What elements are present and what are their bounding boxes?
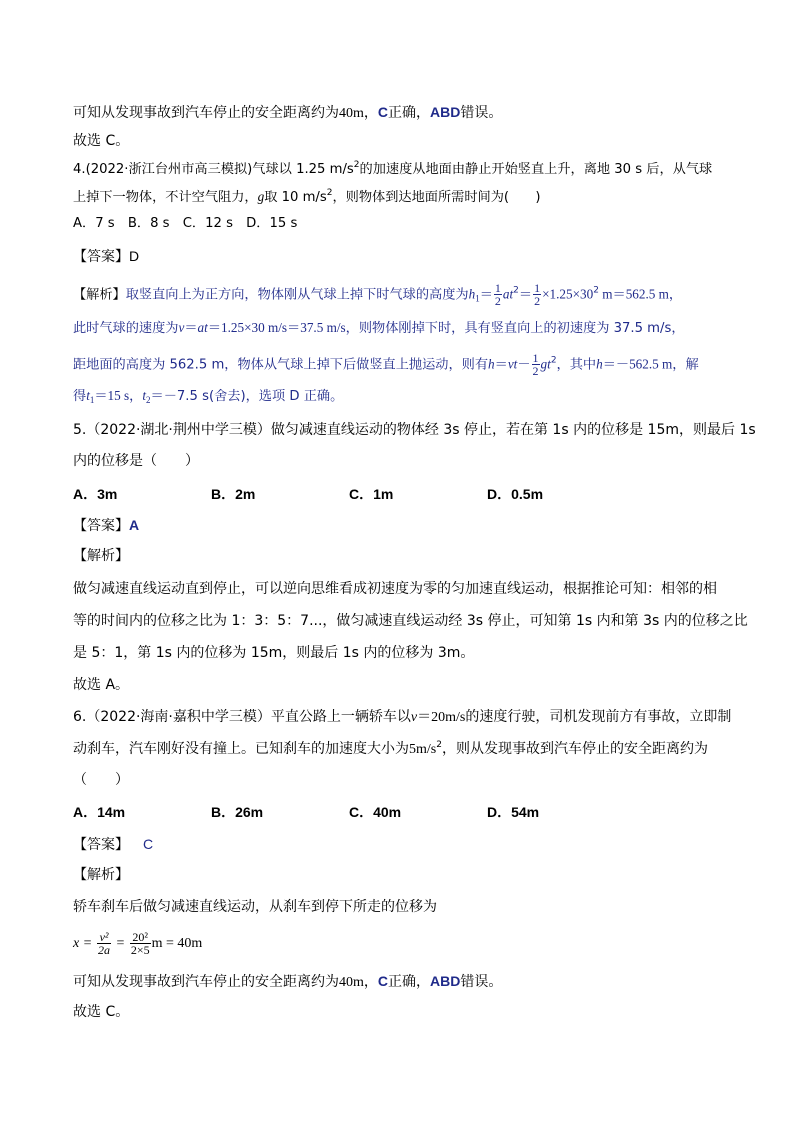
previous-choose-line: 故选 C。 — [73, 133, 130, 149]
q4-analysis-line-2 — [73, 318, 685, 339]
q6-option-b: B．26m — [211, 804, 264, 820]
q6-analysis-para-1: 轿车刹车后做匀减速直线运动，从刹车到停下所走的位移为 — [73, 899, 437, 915]
analysis-text: ，其中 — [556, 357, 597, 373]
q4-answer-line — [73, 246, 139, 267]
q4-analysis-line-4 — [73, 386, 343, 407]
fraction-denominator: 2×5 — [130, 942, 150, 957]
fraction-one-half — [532, 352, 540, 377]
calculation-result: m = 40m — [151, 936, 203, 951]
q5-option-c: C．1m — [349, 486, 394, 502]
speed-value: ＝20m/s — [417, 710, 466, 725]
q4-stem-line-1 — [73, 160, 712, 180]
q5-option-a: A．3m — [73, 486, 118, 502]
q4-stem-text: ，则物体到达地面所需时间为( ) — [332, 190, 541, 205]
conclusion-value: 40m — [339, 106, 364, 121]
variable-g: g — [257, 189, 265, 204]
fraction-denominator: 2 — [532, 364, 539, 378]
analysis-text: 此时气球的速度为 — [73, 321, 179, 336]
analysis-text: 距地面的高度为 562.5 m，物体从气球上掉下后做竖直上抛运动，则有 — [73, 357, 489, 373]
equals: = — [83, 936, 92, 951]
q6-option-d: D．54m — [487, 804, 540, 820]
q4-stem-text: 取 10 m/s — [264, 190, 327, 205]
fraction-v2-over-2a — [97, 931, 111, 956]
q5-analysis-para-3: 是 5：1，第 1s 内的位移为 15m，则最后 1s 内的位移为 3m。 — [73, 645, 475, 661]
q5-analysis-para-1: 做匀减速直线运动直到停止，可以逆向思维看成初速度为零的匀加速直线运动，根据推论可知：相邻的相 — [73, 581, 717, 597]
separator: ， — [363, 974, 378, 990]
variable-gt: gt — [540, 356, 551, 372]
variable-at: at — [197, 320, 208, 335]
q5-answer-line — [73, 515, 139, 536]
q6-analysis-label: 【解析】 — [73, 867, 129, 883]
calculation: ×1.25×30 — [542, 286, 594, 302]
superscript: 2 — [550, 355, 557, 366]
fraction-one-half — [494, 282, 502, 307]
option-c-ref: C — [377, 973, 389, 989]
conclusion-text: 可知从发现事故到汽车停止的安全距离约为 — [73, 105, 339, 121]
subscript: 2 — [146, 395, 151, 405]
q5-analysis-label: 【解析】 — [73, 548, 129, 564]
variable-h: h — [596, 356, 603, 372]
q6-stem-line-1 — [73, 707, 731, 728]
fraction-20sq-over-2x5 — [130, 931, 151, 956]
variable-v: v — [178, 320, 185, 335]
equals: ＝ — [518, 287, 533, 303]
fraction-numerator: 1 — [534, 281, 541, 295]
superscript: 2 — [436, 740, 442, 750]
q4-options: A．7 s B．8 s C．12 s D．15 s — [73, 216, 298, 231]
q6-option-c: C．40m — [349, 804, 402, 820]
variable-t: t — [142, 388, 147, 403]
superscript: 2 — [513, 285, 519, 296]
conclusion-end: 错误。 — [460, 974, 503, 990]
q6-choose-line: 故选 C。 — [73, 1004, 130, 1020]
variable-vt: vt — [507, 356, 518, 372]
option-abd-ref: ABD — [430, 104, 461, 120]
fraction-numerator: 20² — [130, 931, 151, 944]
q4-stem-text: 上掉下一物体，不计空气阻力， — [73, 190, 258, 205]
q6-stem-text: 6.（2022·海南·嘉积中学三模）平直公路上一辆轿车以 — [73, 709, 411, 725]
fraction-denominator: 2 — [494, 294, 501, 308]
equals: = — [116, 936, 125, 951]
q5-option-d: D．0.5m — [487, 486, 544, 502]
superscript: 2 — [593, 285, 599, 296]
q6-formula — [73, 928, 202, 959]
q5-choose-line: 故选 A。 — [73, 677, 130, 693]
analysis-text: 取竖直向上为正方向，物体刚从气球上掉下时气球的高度为 — [125, 287, 469, 303]
q6-answer-line — [73, 834, 153, 855]
fraction-denominator: 2a — [98, 942, 111, 957]
calculation: ＝－562.5 m，解 — [602, 356, 699, 372]
previous-conclusion-line — [73, 102, 502, 124]
variable-h: h — [468, 286, 476, 302]
option-c-ref: C — [377, 104, 389, 120]
q4-analysis-line-3 — [73, 352, 699, 377]
equals: ＝ — [494, 357, 508, 373]
answer-label: 【答案】 — [73, 837, 129, 853]
fraction-one-half — [533, 282, 541, 307]
q4-stem-text: 4.(2022·浙江台州市高三模拟)气球以 1.25 m/s — [73, 162, 354, 177]
option-abd-ref: ABD — [430, 973, 461, 989]
q5-option-b: B．2m — [211, 486, 256, 502]
fraction-numerator: 1 — [494, 281, 501, 295]
separator: ， — [363, 105, 378, 121]
fraction-numerator: 1 — [532, 351, 539, 365]
fraction-denominator: 2 — [534, 294, 541, 308]
equals: ＝ — [184, 321, 198, 336]
q6-conclusion-line — [73, 971, 502, 993]
calculation-result: m＝562.5 m， — [598, 286, 683, 302]
answer-value: C — [143, 836, 154, 852]
minus: － — [517, 357, 531, 373]
subscript: 1 — [89, 395, 95, 405]
q5-stem-line-1: 5.（2022·湖北·荆州中学三模）做匀减速直线运动的物体经 3s 停止，若在第 1s 内的位移是 15m，则最后 1s — [73, 422, 756, 438]
variable-t: t — [86, 388, 90, 403]
superscript: 2 — [353, 160, 360, 170]
q4-analysis-line-1 — [73, 282, 682, 307]
q6-stem-line-3: （ ） — [73, 772, 129, 788]
q6-stem-text: 的速度行驶，司机发现前方有事故，立即制 — [465, 709, 732, 725]
conclusion-mid: 正确， — [388, 105, 431, 121]
answer-value: D — [129, 248, 140, 264]
calculation: ＝15 s， — [94, 388, 143, 403]
analysis-text: ＝－7.5 s(舍去)，选项 D 正确。 — [150, 389, 344, 404]
answer-label: 【答案】 — [73, 249, 129, 265]
analysis-text: 则物体刚掉下时，具有竖直向上的初速度为 37.5 m/s， — [358, 321, 685, 336]
q6-stem-text: 动刹车，汽车刚好没有撞上。已知刹车的加速度大小为 — [73, 741, 409, 757]
analysis-text: 得 — [73, 389, 87, 404]
q6-stem-line-2 — [73, 739, 708, 760]
q6-option-a: A．14m — [73, 804, 126, 820]
q5-analysis-para-2: 等的时间内的位移之比为 1：3：5：7...，做匀减速直线运动经 3s 停止，可知第 1s 内和第 3s 内的位移之比 — [73, 613, 748, 629]
answer-label: 【答案】 — [73, 518, 129, 534]
variable-v: v — [410, 710, 418, 725]
q4-stem-line-2 — [73, 187, 541, 208]
conclusion-end: 错误。 — [460, 105, 503, 121]
conclusion-mid: 正确， — [388, 974, 431, 990]
variable-x: x — [73, 936, 80, 951]
q4-stem-text: 的加速度从地面由静止开始竖直上升，离地 30 s 后，从气球 — [359, 162, 713, 177]
answer-value: A — [129, 517, 140, 533]
equals: ＝ — [479, 287, 493, 303]
fraction-numerator: v² — [97, 931, 111, 944]
conclusion-value: 40m — [339, 975, 364, 990]
superscript: 2 — [326, 188, 333, 198]
analysis-label: 【解析】 — [73, 287, 126, 303]
acceleration-value: 5m/s — [409, 742, 437, 757]
q5-stem-line-2: 内的位移是（ ） — [73, 453, 199, 469]
variable-at: at — [502, 286, 514, 302]
calculation: ＝1.25×30 m/s＝37.5 m/s， — [207, 320, 359, 335]
q6-stem-text: ，则从发现事故到汽车停止的安全距离约为 — [441, 741, 708, 757]
variable-h: h — [488, 356, 495, 372]
subscript: 1 — [475, 293, 480, 304]
conclusion-text: 可知从发现事故到汽车停止的安全距离约为 — [73, 974, 339, 990]
